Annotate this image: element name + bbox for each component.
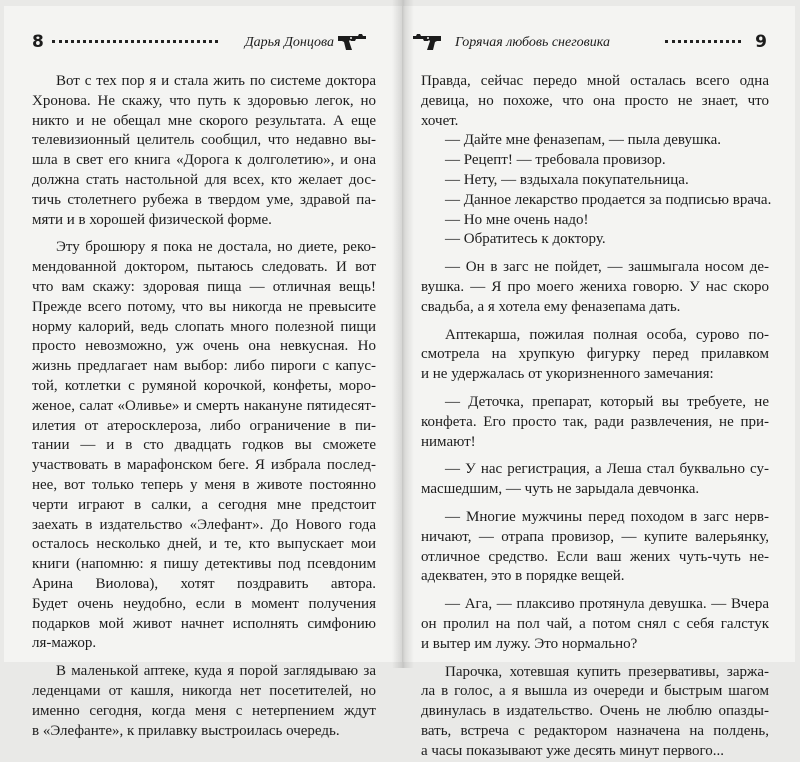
right-page-header <box>411 32 767 56</box>
paragraph <box>421 151 769 171</box>
dotted-rule <box>52 40 218 43</box>
text-line: он пролил на пол чай, а потом снял с себя галстук <box>421 615 769 632</box>
text-line: Хронова. Не скажу, что путь к здоровью легок, но <box>32 92 376 109</box>
paragraph <box>421 508 769 587</box>
text-line: масшедшим, — чуть не зарыдала девчонка. <box>421 481 700 498</box>
book-gutter <box>392 0 414 668</box>
text-line: Вот с тех пор я и стала жить по системе доктора <box>56 73 376 89</box>
revolver-icon <box>336 32 368 52</box>
text-line: — Ага, — плаксиво протянула девушка. — Вчера <box>445 596 769 613</box>
text-line: нее, вот только теперь у меня в животе постоянно <box>32 476 376 493</box>
paragraph-gap <box>421 655 769 663</box>
text-line: — Дайте мне феназепам, — пыла девушка. <box>445 132 722 149</box>
text-line: той, котлетки с румяной корочкой, конфеты, моро- <box>32 377 376 394</box>
text-line: мяти и в хорошей физической форме. <box>32 211 272 228</box>
text-line: в «Элефанте», к прилавку выстроилась очередь. <box>32 722 340 739</box>
text-line: Арина Виолова), хотят поздравить автора. <box>32 575 376 592</box>
text-line: а часы показывают уже десять минут первого... <box>421 742 724 759</box>
left-page <box>4 6 402 739</box>
text-line: смотрела на хрупкую фигурку перед прилавком <box>421 346 769 363</box>
text-line: никто и не обещал мне скорого результата. А еще <box>32 112 376 129</box>
text-line: хочет. <box>421 112 459 129</box>
paragraph <box>421 171 769 191</box>
text-line: — Но мне очень надо! <box>445 211 589 228</box>
text-line: Парочка, хотевшая купить презервативы, заржа- <box>445 663 769 680</box>
right-page-body <box>421 72 772 762</box>
text-line: Аптекарша, пожилая полная особа, сурово по- <box>445 326 769 343</box>
left-page-body <box>32 72 376 741</box>
text-line: Прежде всего потому, что вы никогда не превысите <box>32 298 376 315</box>
paragraph <box>421 191 772 211</box>
text-line: конфета. Его просто так, ради развлечения, не при- <box>421 413 769 430</box>
paragraph <box>421 663 769 762</box>
paragraph <box>32 238 376 654</box>
paragraph-gap <box>421 587 769 595</box>
text-line: просто невозможно, уж очень она невкусная. Но <box>32 338 376 355</box>
text-line: Эту брошюру я пока не достала, но диете, реко- <box>56 239 376 256</box>
paragraph <box>421 460 769 500</box>
text-line: вушка. — Я про моего жениха говорю. У нас скоро <box>421 278 769 295</box>
text-line: заехать в издательство «Элефант». До Нового года <box>32 516 376 533</box>
text-line: — Нету, — вздыхала покупательница. <box>445 171 689 188</box>
text-line: телевизионный целитель сообщил, что недавно вы- <box>32 132 376 149</box>
text-line: Правда, сейчас передо мной осталась всего одна <box>421 73 769 89</box>
text-line: норму калорий, ведь слопать много полезной пищи <box>32 318 376 335</box>
text-line: — Данное лекарство продается за подписью врача. <box>445 191 772 208</box>
text-line: Будет очень неудобно, если в момент получения <box>32 595 376 612</box>
text-line: и вытер им лужу. Это нормально? <box>421 635 638 652</box>
paragraph-gap <box>421 452 769 460</box>
paragraph-gap <box>32 230 376 238</box>
text-line: отличное средство. Если ваш жених чуть-чуть не- <box>421 548 769 565</box>
text-line: — Он в загс не пойдет, — зашмыгала носом де- <box>445 259 769 276</box>
paragraph-gap <box>421 385 769 393</box>
text-line: ля-мажор. <box>32 635 97 652</box>
paragraph-gap <box>421 318 769 326</box>
right-page <box>403 6 795 759</box>
text-line: тании — и в сто двадцать годков вы сможете <box>32 437 376 454</box>
text-line: тичь столетнего рубежа в твердом уме, здравой па- <box>32 191 376 208</box>
text-line: вать, встреча с редактором назначена на полдень, <box>421 722 769 739</box>
paragraph <box>421 230 769 250</box>
text-line: двинулась в издательство. Очень не люблю опазды- <box>421 703 769 720</box>
text-line: подарков мой живот начнет исполнять симфонию <box>32 615 376 632</box>
text-line: женое, салат «Оливье» и смерть накануне пятидесят- <box>32 397 376 414</box>
paragraph <box>421 326 769 385</box>
text-line: именно сегодня, когда меня с нетерпением ждут <box>32 702 376 719</box>
dotted-rule <box>665 40 741 43</box>
text-line: черти играют в салки, а сегодня мне предстоит <box>32 496 376 513</box>
text-line: шла в свет его книга «Дорога к долголетию», и она <box>32 152 376 169</box>
page-number: 8 <box>32 32 44 52</box>
text-line: книги (напомню: я пишу детективы под псевдоним <box>32 556 376 573</box>
paragraph-gap <box>421 500 769 508</box>
revolver-icon <box>411 32 443 52</box>
paragraph <box>32 662 376 741</box>
text-line: леденцами от кашля, никогда нет посетителей, но <box>32 682 376 699</box>
text-line: илетия от атеросклероза, либо ограничение в пи- <box>32 417 376 434</box>
paragraph <box>32 72 376 230</box>
paragraph <box>421 72 769 131</box>
paragraph <box>421 258 769 317</box>
text-line: должна стать настольной для всех, кто желает дос- <box>32 171 376 188</box>
text-line: нимают! <box>421 433 476 450</box>
paragraph <box>421 131 769 151</box>
text-line: В маленькой аптеке, куда я порой заглядываю за <box>56 663 376 680</box>
text-line: ничают, — отрапа провизор, — купите валерьянку, <box>421 528 769 545</box>
left-page-header <box>32 32 368 56</box>
text-line: девица, но похоже, что она просто не знает, что <box>421 92 769 109</box>
text-line: участвовать в марафонском беге. Я избрала послед- <box>32 457 376 474</box>
text-line: — Рецепт! — требовала провизор. <box>445 152 666 169</box>
paragraph <box>421 211 769 231</box>
text-line: ла в голос, а я вышла из очереди и быстрым шагом <box>421 683 769 700</box>
text-line: жизнь предлагает нам выбор: либо пироги с капус- <box>32 358 376 375</box>
text-line: и не удержалась от укоризненного замечания: <box>421 366 714 383</box>
paragraph <box>421 595 769 654</box>
text-line: — Многие мужчины перед походом в загс нерв- <box>445 508 769 525</box>
text-line: — Обратитесь к доктору. <box>445 231 606 248</box>
page-number: 9 <box>755 32 767 52</box>
paragraph-gap <box>32 654 376 662</box>
text-line: адекватен, это в порядке вещей. <box>421 568 625 585</box>
text-line: осталось несколько дней, и те, кто выпускает мои <box>32 536 376 553</box>
paragraph-gap <box>421 250 769 258</box>
running-head: Горячая любовь снеговика <box>455 35 610 50</box>
text-line: — У нас регистрация, а Леша стал буквально су- <box>445 461 769 478</box>
paragraph <box>421 393 769 452</box>
text-line: мендованной доктором, пытаюсь следовать. И вот <box>32 259 376 276</box>
running-head: Дарья Донцова <box>244 35 334 50</box>
text-line: свадьба, а я хотела ему феназепама дать. <box>421 298 681 315</box>
text-line: что вам скажу: здоровая пища — отличная вещь! <box>32 278 376 295</box>
text-line: — Деточка, препарат, который вы требуете, не <box>445 393 769 410</box>
